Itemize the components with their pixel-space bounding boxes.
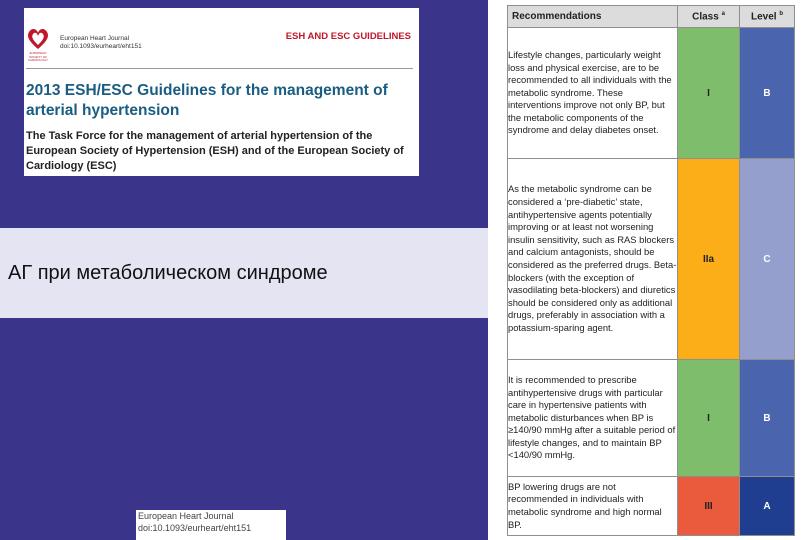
slide-title: АГ при метаболическом синдроме	[8, 262, 328, 284]
header-divider	[26, 68, 413, 69]
recommendation-text: It is recommended to prescribe antihypertensive drugs with particular care in hypertensive patients with metabolic disturbances when BP is ≥140/90 mmHg after a suitable period of lifestyle changes, and to maintain BP <140/90 mmHg.	[508, 360, 678, 477]
level-cell: B	[740, 28, 795, 159]
paper-header-card	[24, 8, 419, 176]
guidelines-tag: ESH AND ESC GUIDELINES	[285, 31, 411, 42]
reference-card	[136, 510, 286, 540]
header-recommendations: Recommendations	[508, 6, 678, 28]
class-footnote-marker: a	[721, 10, 725, 17]
table-row	[508, 28, 795, 159]
heart-logo-icon	[26, 26, 50, 52]
reference-journal: European Heart Journal	[138, 511, 234, 521]
logo-caption: EUROPEAN SOCIETY OF CARDIOLOGY	[27, 51, 48, 62]
table-row	[508, 477, 795, 536]
table-row	[508, 159, 795, 360]
header-level: Level $^b$	[740, 6, 795, 28]
level-cell: B	[740, 360, 795, 477]
journal-doi: doi:10.1093/eurheart/eht151	[60, 43, 142, 50]
journal-name: European Heart Journal	[60, 35, 130, 42]
paper-subtitle: The Task Force for the management of arterial hypertension of the European Society of Hypertension (ESH) and of the European Society of Cardiology (ESC)	[26, 130, 404, 172]
level-footnote-marker: b	[779, 10, 784, 17]
recommendations-panel	[488, 0, 810, 540]
level-cell: C	[740, 159, 795, 360]
table-row	[508, 360, 795, 477]
header-class: Class $^a$	[678, 6, 740, 28]
recommendation-text: Lifestyle changes, particularly weight loss and physical exercise, are to be recommended to all individuals with the metabolic syndrome. These interventions improve not only BP, but the metabolic components of the syndrome and delay diabetes onset.	[508, 28, 678, 159]
recommendation-text: As the metabolic syndrome can be considered a ‘pre-diabetic’ state, antihypertensive agents potentially improving or at least not worsening insulin sensitivity, such as RAS blockers and calcium antagonists, should be considered as the preferred drugs. Beta-blockers (with the exception of vasodilating beta-blockers) and diuretics should be considered only as additional drugs, preferably in association with a potassium-sparing agent.	[508, 159, 678, 360]
class-cell: I	[678, 28, 740, 159]
table-header-row	[508, 6, 795, 28]
recommendations-table	[507, 5, 795, 536]
paper-title: 2013 ESH/ESC Guidelines for the management of arterial hypertension	[26, 82, 388, 119]
level-cell: A	[740, 477, 795, 536]
class-cell: IIa	[678, 159, 740, 360]
class-cell: III	[678, 477, 740, 536]
recommendation-text: BP lowering drugs are not recommended in individuals with metabolic syndrome and high normal BP.	[508, 477, 678, 536]
class-cell: I	[678, 360, 740, 477]
journal-info	[60, 35, 142, 51]
reference-doi: doi:10.1093/eurheart/eht151	[138, 523, 252, 533]
